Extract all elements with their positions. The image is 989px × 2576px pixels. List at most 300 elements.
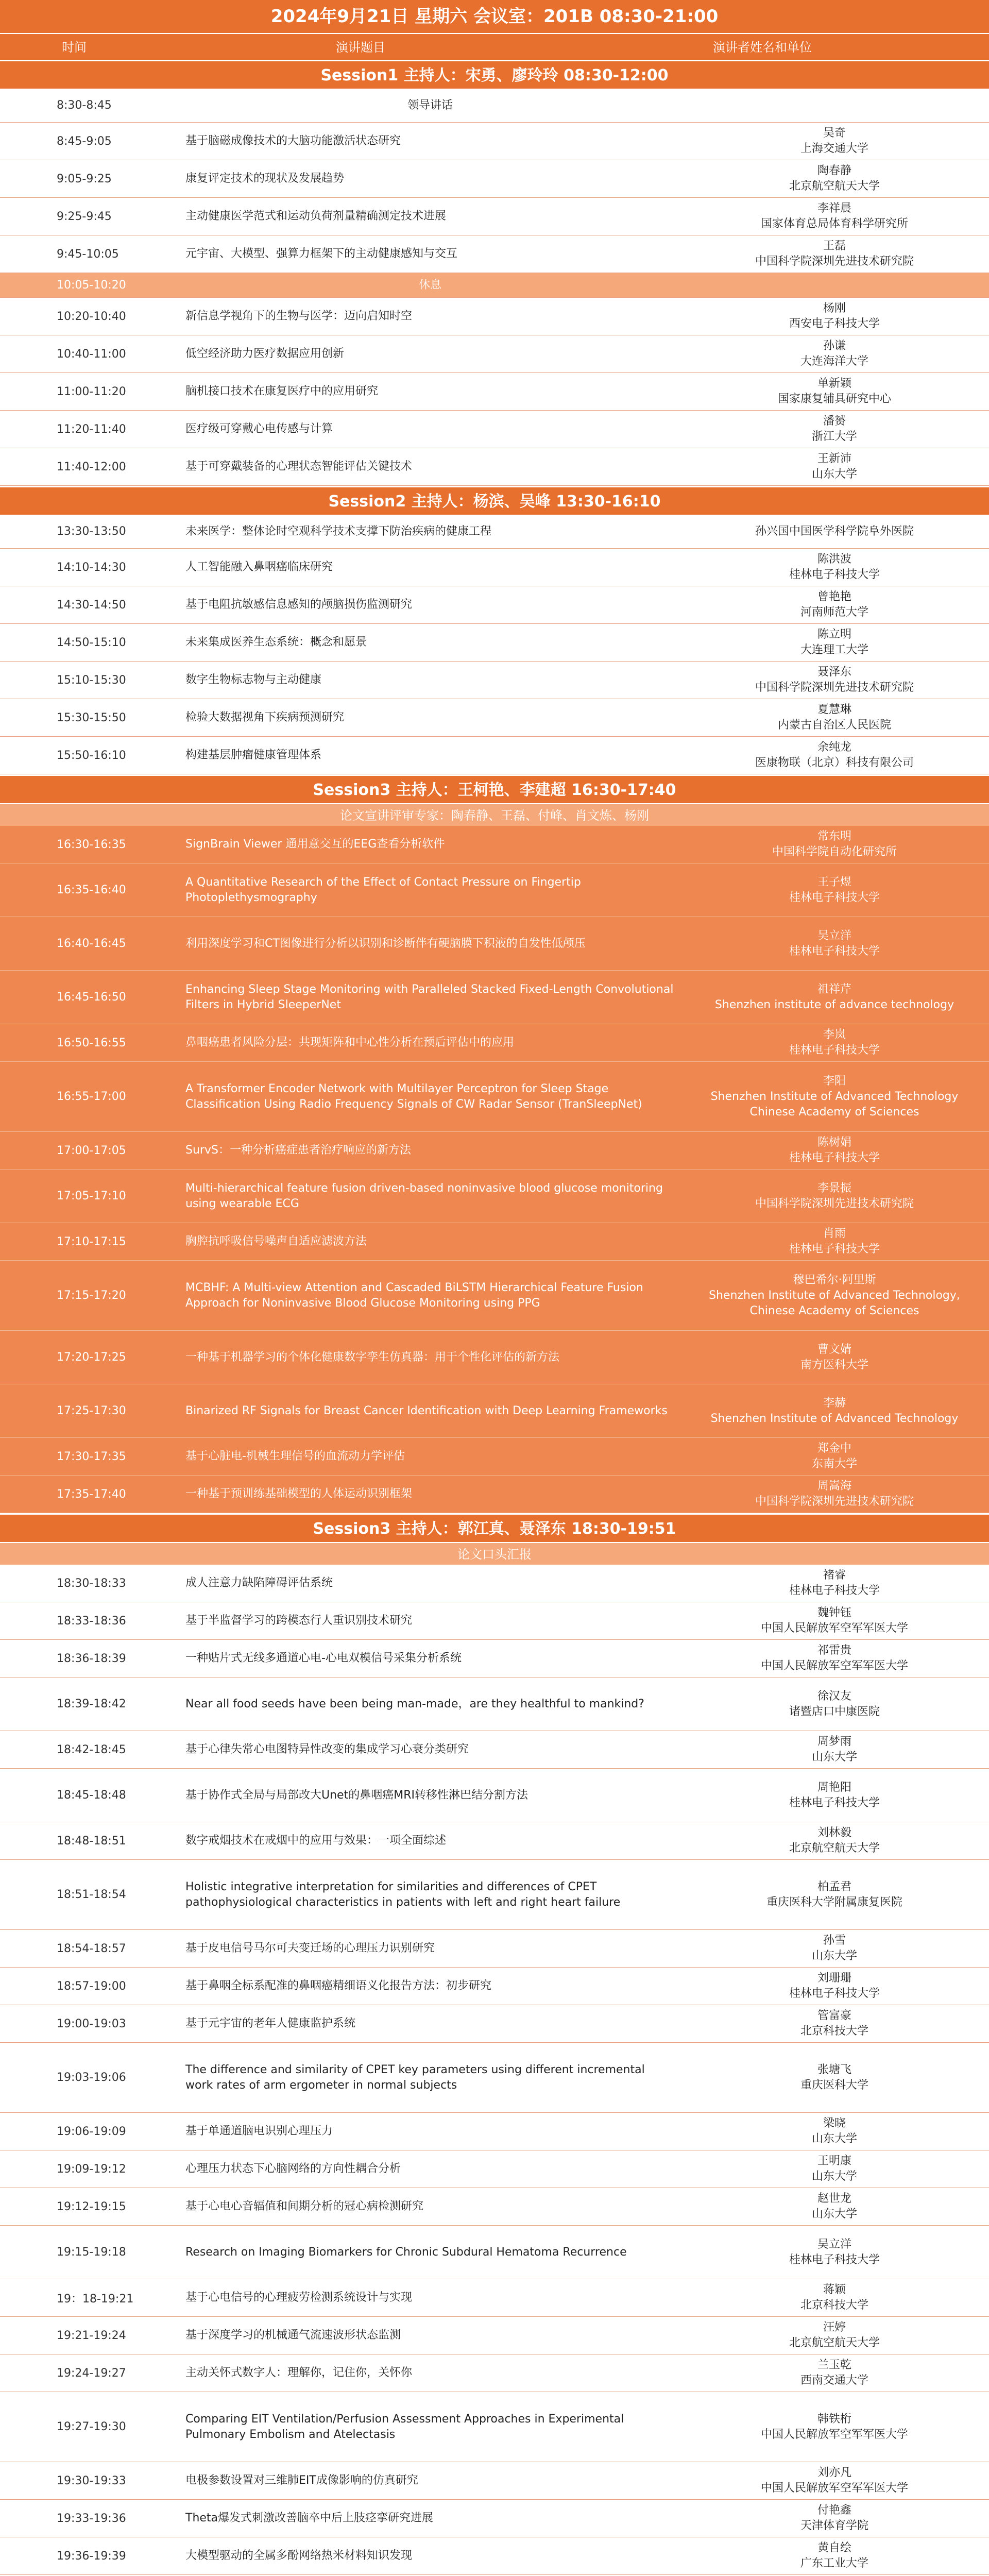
row-speaker — [690, 1135, 989, 1166]
speaker-name: 李岚 — [823, 1028, 846, 1041]
row-topic: 基于单通道脑电识别心理压力 — [185, 2125, 333, 2138]
row-topic: 基于脑磁成像技术的大脑功能激活状态研究 — [185, 134, 401, 147]
speaker-affiliation: 桂林电子科技大学 — [789, 568, 880, 581]
row-topic: Near all food seeds have been being man-made，are they healthful to mankind? — [185, 1697, 644, 1710]
schedule-row — [0, 1261, 989, 1331]
row-topic: 基于协作式全局与局部改大Unet的鼻咽癌MRI转移性淋巴结分割方法 — [185, 1788, 528, 1802]
row-topic: 主动关怀式数字人：理解你，记住你，关怀你 — [185, 2366, 413, 2379]
speaker-name: 穆巴希尔·阿里斯 — [793, 1273, 876, 1286]
row-time: 19:00-19:03 — [57, 2017, 126, 2030]
speaker-affiliation: Shenzhen Institute of Advanced Technology — [710, 1412, 959, 1425]
schedule-row — [0, 1640, 989, 1677]
speaker-name: 刘亦凡 — [817, 2466, 851, 2479]
row-topic: 基于心电信号的心理疲劳检测系统设计与实现 — [185, 2291, 413, 2304]
speaker-affiliation: Shenzhen Institute of Advanced Technology Chinese Academy of Sciences — [710, 1090, 959, 1118]
row-speaker — [690, 2358, 989, 2388]
row-speaker — [690, 1825, 989, 1856]
schedule-row — [0, 826, 989, 863]
speaker-name: 王明康 — [817, 2155, 851, 2167]
schedule-row — [0, 2188, 989, 2226]
row-time: 16:50-16:55 — [57, 1036, 126, 1049]
speaker-affiliation: 东南大学 — [811, 1458, 857, 1470]
schedule-row — [0, 2150, 989, 2188]
speaker-name: 聂泽东 — [817, 666, 851, 679]
row-time: 19:06-19:09 — [57, 2125, 126, 2138]
speaker-name: 王新沛 — [817, 452, 851, 465]
speaker-name: 单新颖 — [817, 377, 851, 390]
row-speaker — [690, 1879, 989, 1910]
row-time: 10:05-10:20 — [57, 279, 126, 292]
row-time: 16:40-16:45 — [57, 937, 126, 950]
schedule-row — [0, 160, 989, 198]
speaker-affiliation: 山东大学 — [811, 2170, 857, 2183]
schedule-row — [0, 123, 989, 160]
speaker-name: 王磊 — [823, 240, 846, 252]
schedule-row — [0, 1062, 989, 1132]
speaker-affiliation: 桂林电子科技大学 — [789, 1243, 880, 1256]
row-topic: 电极参数设置对三维肺EIT成像影响的仿真研究 — [185, 2474, 418, 2487]
speaker-name: 常东明 — [817, 830, 851, 843]
speaker-affiliation: 桂林电子科技大学 — [789, 1796, 880, 1809]
row-time: 19：18-19:21 — [57, 2292, 134, 2306]
row-time: 14:10-14:30 — [57, 561, 126, 574]
row-speaker — [690, 239, 989, 269]
schedule-row — [0, 515, 989, 549]
speaker-affiliation: 山东大学 — [811, 2132, 857, 2145]
row-time: 17:20-17:25 — [57, 1351, 126, 1364]
session-title: Session2 主持人：杨滨、吴峰 13:30-16:10 — [0, 486, 989, 515]
row-speaker — [690, 1971, 989, 2002]
schedule-row — [0, 863, 989, 917]
row-topic: 人工智能融入鼻咽癌临床研究 — [185, 561, 333, 573]
row-topic: Multi-hierarchical feature fusion driven-based noninvasive blood glucose monitoring using wearable ECG — [185, 1181, 663, 1210]
row-time: 10:40-11:00 — [57, 347, 126, 361]
schedule-row — [0, 2043, 989, 2113]
speaker-name: 梁晓 — [823, 2117, 846, 2130]
row-time: 19:03-19:06 — [57, 2071, 126, 2084]
row-speaker — [690, 163, 989, 194]
schedule-row — [0, 298, 989, 335]
row-time: 18:45-18:48 — [57, 1789, 126, 1802]
row-time: 19:30-19:33 — [57, 2474, 126, 2487]
row-speaker — [690, 1396, 989, 1427]
row-speaker — [690, 414, 989, 445]
speaker-name: 吴奇 — [823, 127, 846, 140]
row-topic: 利用深度学习和CT图像进行分析以识别和诊断伴有硬脑膜下积液的自发性低颅压 — [185, 937, 586, 950]
row-topic: 基于皮电信号马尔可夫变迁场的心理压力识别研究 — [185, 1942, 435, 1955]
row-speaker — [690, 552, 989, 583]
row-time: 18:57-19:00 — [57, 1979, 126, 1993]
speaker-affiliation: 上海交通大学 — [800, 142, 868, 155]
speaker-affiliation: 诸暨店口中康医院 — [789, 1705, 880, 1718]
schedule-row — [0, 2392, 989, 2462]
row-time: 17:10-17:15 — [57, 1235, 126, 1248]
schedule-row — [0, 1731, 989, 1769]
row-topic: 一种贴片式无线多通道心电-心电双模信号采集分析系统 — [185, 1652, 462, 1665]
schedule-row — [0, 335, 989, 373]
row-speaker — [690, 2191, 989, 2222]
schedule-row — [0, 1860, 989, 1930]
speaker-name: 陈立明 — [817, 628, 851, 641]
row-speaker — [690, 1027, 989, 1058]
row-time: 8:45-9:05 — [57, 134, 112, 148]
session-block — [0, 60, 989, 486]
speaker-affiliation: 重庆医科大学 — [800, 2078, 868, 2092]
row-topic: 领导讲话 — [407, 98, 453, 112]
speaker-name: 郑金中 — [817, 1442, 851, 1455]
schedule-row — [0, 549, 989, 586]
schedule-title: 2024年9月21日 星期六 会议室：201B 08:30-21:00 — [0, 0, 989, 33]
row-time: 17:00-17:05 — [57, 1144, 126, 1157]
speaker-affiliation: 山东大学 — [811, 2208, 857, 2221]
row-topic: 元宇宙、大模型、强算力框架下的主动健康感知与交互 — [185, 247, 458, 260]
row-speaker — [690, 702, 989, 733]
speaker-name: 曾艳艳 — [817, 590, 851, 603]
row-topic: 休息 — [418, 278, 441, 292]
speaker-affiliation: 桂林电子科技大学 — [789, 1151, 880, 1164]
row-speaker — [690, 2320, 989, 2351]
speaker-affiliation: 西安电子科技大学 — [789, 317, 880, 330]
row-speaker — [690, 2412, 989, 2443]
row-speaker — [690, 2154, 989, 2184]
sessions-container — [0, 60, 989, 2576]
speaker-name: 褚睿 — [823, 1569, 846, 1582]
schedule-row — [0, 2113, 989, 2150]
speaker-name: 周嵩海 — [817, 1480, 851, 1493]
row-topic: 基于心律失常心电图特异性改变的集成学习心衰分类研究 — [185, 1743, 469, 1756]
row-time: 16:30-16:35 — [57, 838, 126, 851]
speaker-name: 王子煜 — [817, 875, 851, 889]
speaker-affiliation: 中国科学院深圳先进技术研究院 — [755, 681, 914, 694]
row-speaker — [690, 2062, 989, 2093]
row-time: 17:30-17:35 — [57, 1450, 126, 1463]
row-topic: Theta爆发式刺激改善脑卒中后上肢痉挛研究进展 — [185, 2512, 434, 2524]
row-topic: 基于半监督学习的跨模态行人重识别技术研究 — [185, 1614, 413, 1627]
row-speaker — [690, 1342, 989, 1373]
schedule-row — [0, 1476, 989, 1513]
row-speaker — [690, 524, 989, 539]
row-time: 11:40-12:00 — [57, 460, 126, 473]
schedule-row — [0, 1565, 989, 1602]
schedule-row — [0, 1438, 989, 1476]
speaker-name: 兰玉乾 — [817, 2359, 851, 2371]
row-time: 18:30-18:33 — [57, 1577, 126, 1590]
row-topic: 检验大数据视角下疾病预测研究 — [185, 711, 345, 724]
row-topic: 一种基于预训练基础模型的人体运动识别框架 — [185, 1487, 413, 1500]
row-time: 16:35-16:40 — [57, 884, 126, 896]
schedule-row — [0, 737, 989, 774]
speaker-name: 陶春静 — [817, 164, 851, 177]
speaker-name: 肖雨 — [823, 1227, 846, 1240]
row-time: 19:12-19:15 — [57, 2200, 126, 2213]
speaker-name: 曹文婧 — [817, 1343, 851, 1356]
speaker-name: 周艳阳 — [817, 1781, 851, 1794]
schedule-row — [0, 1769, 989, 1822]
row-speaker — [690, 201, 989, 232]
row-topic: 基于心脏电-机械生理信号的血流动力学评估 — [185, 1450, 405, 1463]
row-topic: 基于鼻咽全标系配准的鼻咽癌精细语义化报告方法：初步研究 — [185, 1979, 492, 1992]
speaker-name: 潘赟 — [823, 415, 846, 428]
row-topic: 构建基层肿瘤健康管理体系 — [185, 749, 322, 761]
speaker-affiliation: 浙江大学 — [811, 430, 857, 443]
speaker-affiliation: 大连海洋大学 — [800, 355, 868, 368]
row-time: 18:42-18:45 — [57, 1743, 126, 1756]
row-topic: 数字戒烟技术在戒烟中的应用与效果：一项全面综述 — [185, 1834, 447, 1847]
session-subtitle: 论文宣讲评审专家：陶春静、王磊、付峰、肖文炼、杨刚 — [0, 803, 989, 826]
schedule-row — [0, 373, 989, 411]
schedule-row — [0, 1602, 989, 1640]
row-speaker — [690, 126, 989, 157]
row-time: 9:05-9:25 — [57, 172, 112, 185]
speaker-affiliation: 北京科技大学 — [800, 2025, 868, 2038]
session-block — [0, 1513, 989, 2576]
speaker-affiliation: 中国科学院深圳先进技术研究院 — [755, 255, 914, 268]
row-topic: 数字生物标志物与主动健康 — [185, 673, 322, 686]
row-time: 14:50-15:10 — [57, 636, 126, 649]
speaker-affiliation: 北京科技大学 — [800, 2299, 868, 2312]
speaker-name: 汪婷 — [823, 2321, 846, 2334]
row-topic: MCBHF: A Multi-view Attention and Cascaded BiLSTM Hierarchical Feature Fusion Approach for Noninvasive Blood Glucose Monitoring using PPG — [185, 1281, 643, 1310]
row-time: 11:20-11:40 — [57, 422, 126, 436]
row-speaker — [690, 1605, 989, 1636]
speaker-affiliation: 山东大学 — [811, 468, 857, 481]
row-time: 17:15-17:20 — [57, 1289, 126, 1302]
schedule-row — [0, 2226, 989, 2279]
row-topic: A Quantitative Research of the Effect of Contact Pressure on Fingertip Photoplethysmography — [185, 875, 581, 904]
column-header — [0, 33, 989, 60]
row-time: 19:09-19:12 — [57, 2162, 126, 2176]
row-topic: Holistic integrative interpretation for similarities and differences of CPET pathophysiological characteristics in patients with left and right heart failure — [185, 1880, 621, 1909]
row-topic: 康复评定技术的现状及发展趋势 — [185, 172, 345, 185]
schedule-row — [0, 1384, 989, 1438]
speaker-affiliation: 桂林电子科技大学 — [789, 1584, 880, 1597]
speaker-affiliation: 天津体育学院 — [800, 2519, 868, 2532]
row-time: 15:50-16:10 — [57, 749, 126, 762]
schedule-row — [0, 2462, 989, 2500]
session-block — [0, 486, 989, 774]
row-topic: 基于元宇宙的老年人健康监护系统 — [185, 2017, 356, 2030]
schedule-row — [0, 1132, 989, 1170]
row-time: 16:55-17:00 — [57, 1090, 126, 1103]
speaker-name: 黄自绘 — [817, 2541, 851, 2554]
row-time: 17:25-17:30 — [57, 1404, 126, 1417]
speaker-name: 孙雪 — [823, 1934, 846, 1947]
schedule-row — [0, 1968, 989, 2005]
schedule-row — [0, 2005, 989, 2043]
schedule-row — [0, 1930, 989, 1968]
speaker-name: 刘林毅 — [817, 1826, 851, 1839]
speaker-name: 李赫 — [823, 1396, 846, 1410]
row-topic: Enhancing Sleep Stage Monitoring with Paralleled Stacked Fixed-Length Convolutional Filters in Hybrid SleeperNet — [185, 982, 674, 1011]
schedule-row — [0, 2537, 989, 2575]
row-speaker — [690, 2465, 989, 2496]
row-speaker — [690, 740, 989, 771]
row-topic: 基于可穿戴装备的心理状态智能评估关键技术 — [185, 460, 413, 473]
speaker-affiliation: 医康物联（北京）科技有限公司 — [755, 756, 914, 769]
speaker-name: 韩铁桁 — [817, 2412, 851, 2426]
row-topic: The difference and similarity of CPET key parameters using different incremental work rates of arm ergometer in normal subjects — [185, 2063, 645, 2092]
column-time: 时间 — [62, 40, 87, 55]
row-speaker — [690, 338, 989, 369]
row-time: 9:25-9:45 — [57, 210, 112, 223]
row-speaker — [690, 2237, 989, 2268]
row-topic: 未来医学：整体论时空观科学技术支撑下防治疾病的健康工程 — [185, 524, 492, 538]
row-time: 19:21-19:24 — [57, 2329, 126, 2342]
row-time: 10:20-10:40 — [57, 310, 126, 323]
row-time: 18:33-18:36 — [57, 1614, 126, 1628]
session-title: Session3 主持人：王柯艳、李建超 16:30-17:40 — [0, 774, 989, 803]
speaker-name: 张塘飞 — [817, 2063, 851, 2076]
speaker-name: 徐汉友 — [817, 1689, 851, 1703]
row-topic: 基于深度学习的机械通气流速波形状态监测 — [185, 2329, 401, 2342]
speaker-name: 余纯龙 — [817, 741, 851, 754]
row-topic: 胸腔抗呼吸信号噪声自适应滤波方法 — [185, 1235, 367, 1248]
speaker-affiliation: 广东工业大学 — [800, 2557, 868, 2570]
speaker-name: 魏钟钰 — [817, 1606, 851, 1619]
schedule-row — [0, 198, 989, 235]
schedule-row — [0, 586, 989, 624]
row-time: 8:30-8:45 — [57, 99, 112, 112]
schedule-row — [0, 1170, 989, 1223]
speaker-affiliation: 山东大学 — [811, 1950, 857, 1962]
row-time: 18:51-18:54 — [57, 1888, 126, 1901]
speaker-name: 柏孟君 — [817, 1880, 851, 1893]
row-topic: A Transformer Encoder Network with Multilayer Perceptron for Sleep Stage Classification Using Radio Frequency Signals of CW Radar Sensor (TranSleepNet) — [185, 1082, 642, 1111]
speaker-affiliation: 北京航空航天大学 — [789, 1842, 880, 1855]
row-topic: Research on Imaging Biomarkers for Chronic Subdural Hematoma Recurrence — [185, 2245, 627, 2259]
row-topic: 鼻咽癌患者风险分层：共现矩阵和中心性分析在预后评估中的应用 — [185, 1036, 515, 1049]
schedule-row — [0, 89, 989, 123]
row-topic: 新信息学视角下的生物与医学：迈向启知时空 — [185, 310, 413, 323]
row-speaker — [690, 2116, 989, 2147]
schedule-row — [0, 699, 989, 737]
row-time: 19:27-19:30 — [57, 2420, 126, 2433]
row-topic: 主动健康医学范式和运动负荷剂量精确测定技术进展 — [185, 210, 447, 223]
speaker-affiliation: 中国人民解放军空军军医大学 — [760, 2428, 908, 2441]
schedule-row — [0, 1677, 989, 1731]
speaker-name: 蒋颖 — [823, 2283, 846, 2296]
schedule-row — [0, 273, 989, 298]
row-speaker — [690, 1689, 989, 1720]
speaker-affiliation: 西南交通大学 — [800, 2374, 868, 2387]
row-topic: SurvS：一种分析癌症患者治疗响应的新方法 — [185, 1144, 411, 1157]
row-topic: 低空经济助力医疗数据应用创新 — [185, 347, 345, 360]
session-title: Session1 主持人：宋勇、廖玲玲 08:30-12:00 — [0, 60, 989, 89]
speaker-affiliation: 桂林电子科技大学 — [789, 891, 880, 904]
schedule-row — [0, 1024, 989, 1062]
row-topic: 未来集成医养生态系统：概念和愿景 — [185, 636, 367, 649]
row-speaker — [690, 1933, 989, 1964]
speaker-name: 孙兴国中国医学科学院阜外医院 — [755, 524, 914, 538]
speaker-name: 刘珊珊 — [817, 1972, 851, 1985]
row-speaker — [690, 2008, 989, 2039]
speaker-affiliation: 中国科学院自动化研究所 — [772, 845, 897, 858]
row-time: 17:35-17:40 — [57, 1487, 126, 1501]
speaker-affiliation: 北京航空航天大学 — [789, 180, 880, 193]
speaker-affiliation: 国家体育总局体育科学研究所 — [760, 217, 908, 230]
schedule-row — [0, 662, 989, 699]
row-topic: 一种基于机器学习的个体化健康数字孪生仿真器：用于个性化评估的新方法 — [185, 1350, 560, 1364]
row-speaker — [690, 2540, 989, 2571]
row-speaker — [690, 376, 989, 407]
row-speaker — [690, 1734, 989, 1765]
row-topic: Binarized RF Signals for Breast Cancer Identification with Deep Learning Frameworks — [185, 1404, 668, 1417]
speaker-affiliation: Shenzhen Institute of Advanced Technology, Chinese Academy of Sciences — [709, 1289, 960, 1317]
speaker-name: 李景振 — [817, 1181, 851, 1195]
speaker-name: 祖祥芹 — [817, 982, 851, 996]
row-time: 19:33-19:36 — [57, 2512, 126, 2525]
speaker-name: 吴立洋 — [817, 929, 851, 942]
row-speaker — [690, 982, 989, 1013]
speaker-name: 李阳 — [823, 1074, 846, 1088]
session-title: Session3 主持人：郭江真、聂泽东 18:30-19:51 — [0, 1513, 989, 1542]
row-time: 18:39-18:42 — [57, 1698, 126, 1710]
speaker-affiliation: 中国科学院深圳先进技术研究院 — [755, 1495, 914, 1508]
row-speaker — [690, 665, 989, 696]
row-time: 18:54-18:57 — [57, 1942, 126, 1955]
row-speaker — [690, 2282, 989, 2313]
row-time: 9:45-10:05 — [57, 247, 119, 261]
speaker-affiliation: 中国人民解放军空军军医大学 — [760, 2482, 908, 2495]
row-topic: 医疗级可穿戴心电传感与计算 — [185, 422, 333, 435]
row-time: 15:30-15:50 — [57, 711, 126, 724]
schedule-row — [0, 2500, 989, 2537]
row-time: 19:36-19:39 — [57, 2549, 126, 2563]
speaker-affiliation: 大连理工大学 — [800, 643, 868, 656]
speaker-name: 赵世龙 — [817, 2192, 851, 2205]
speaker-affiliation: 中国科学院深圳先进技术研究院 — [755, 1197, 914, 1210]
row-speaker — [690, 1643, 989, 1674]
row-time: 19:24-19:27 — [57, 2366, 126, 2380]
speaker-name: 吴立洋 — [817, 2238, 851, 2251]
row-time: 17:05-17:10 — [57, 1190, 126, 1202]
speaker-name: 管富豪 — [817, 2009, 851, 2022]
session-subtitle: 论文口头汇报 — [0, 1542, 989, 1565]
row-time: 16:45-16:50 — [57, 991, 126, 1004]
row-speaker — [690, 589, 989, 620]
speaker-affiliation: 南方医科大学 — [800, 1358, 868, 1371]
row-topic: 脑机接口技术在康复医疗中的应用研究 — [185, 385, 379, 398]
row-topic: 成人注意力缺陷障碍评估系统 — [185, 1577, 333, 1589]
speaker-affiliation: Shenzhen institute of advance technology — [714, 998, 954, 1011]
schedule-row — [0, 411, 989, 448]
column-speaker: 演讲者姓名和单位 — [713, 40, 812, 55]
row-speaker — [690, 829, 989, 860]
row-topic: 大模型驱动的全属多酚网络热米材料知识发现 — [185, 2549, 413, 2562]
row-time: 18:36-18:39 — [57, 1652, 126, 1665]
speaker-affiliation: 中国人民解放军空军军医大学 — [760, 1622, 908, 1635]
row-topic: 基于电阻抗敏感信息感知的颅脑损伤监测研究 — [185, 598, 413, 611]
row-speaker — [690, 1568, 989, 1599]
row-speaker — [690, 928, 989, 959]
schedule-row — [0, 1331, 989, 1384]
row-speaker — [690, 1479, 989, 1510]
schedule-row — [0, 2279, 989, 2317]
schedule-row — [0, 917, 989, 971]
row-speaker — [690, 875, 989, 906]
speaker-name: 周梦雨 — [817, 1735, 851, 1748]
speaker-affiliation: 山东大学 — [811, 1751, 857, 1764]
row-topic: 心理压力状态下心脑网络的方向性耦合分析 — [185, 2162, 401, 2175]
row-speaker — [690, 627, 989, 658]
row-speaker — [690, 1273, 989, 1319]
schedule-row — [0, 448, 989, 486]
speaker-name: 付艳鑫 — [817, 2504, 851, 2517]
speaker-affiliation: 桂林电子科技大学 — [789, 1044, 880, 1057]
row-time: 19:15-19:18 — [57, 2246, 126, 2259]
row-speaker — [690, 1181, 989, 1212]
speaker-name: 李祥晨 — [817, 202, 851, 215]
